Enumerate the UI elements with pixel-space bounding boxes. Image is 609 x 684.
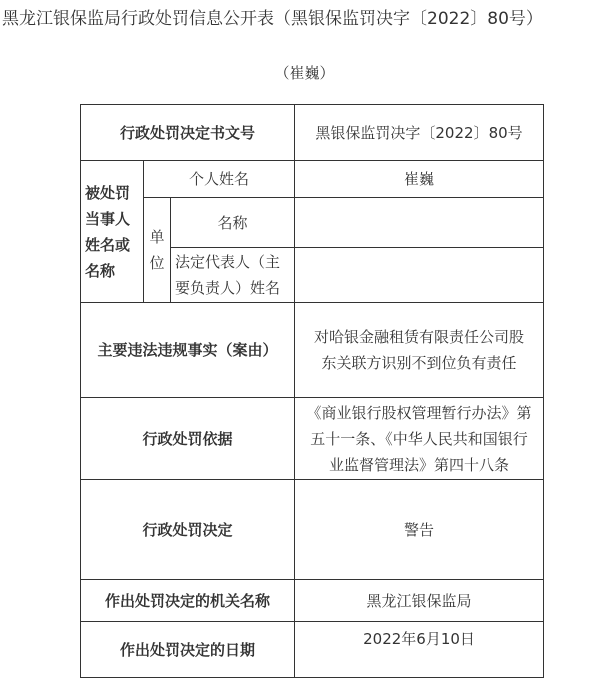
table-row — [81, 398, 544, 480]
table-row — [81, 105, 544, 161]
legal-rep-label: 法定代表人（主要负责人）姓名 — [171, 248, 295, 303]
doc-no-value: 黑银保监罚决字〔2022〕80号 — [295, 105, 544, 161]
page-title: 黑龙江银保监局行政处罚信息公开表（黑银保监罚决字〔2022〕80号） — [2, 9, 543, 29]
unit-label: 单位 — [144, 198, 171, 303]
table-row — [81, 622, 544, 678]
table-row — [81, 580, 544, 622]
table-row — [81, 303, 544, 398]
date-label: 作出处罚决定的日期 — [81, 622, 295, 678]
authority-label: 作出处罚决定的机关名称 — [81, 580, 295, 622]
unit-name-label: 名称 — [171, 198, 295, 248]
facts-label: 主要违法违规事实（案由） — [81, 303, 295, 398]
doc-no-label: 行政处罚决定书文号 — [81, 105, 295, 161]
basis-value: 《商业银行股权管理暂行办法》第五十一条、《中华人民共和国银行业监督管理法》第四十八条 — [295, 398, 544, 480]
penalty-info-table — [80, 104, 544, 678]
page-subtitle: （崔巍） — [274, 64, 335, 82]
legal-rep-value — [295, 248, 544, 303]
table-row — [81, 161, 544, 198]
individual-value: 崔巍 — [295, 161, 544, 198]
unit-name-value — [295, 198, 544, 248]
individual-label: 个人姓名 — [144, 161, 295, 198]
facts-value: 对哈银金融租赁有限责任公司股东关联方识别不到位负有责任 — [295, 303, 544, 398]
authority-value: 黑龙江银保监局 — [295, 580, 544, 622]
table-row — [81, 198, 544, 248]
basis-label: 行政处罚依据 — [81, 398, 295, 480]
date-value: 2022年6月10日 — [295, 622, 544, 678]
table-row — [81, 480, 544, 580]
party-label: 被处罚当事人姓名或名称 — [81, 161, 144, 303]
decision-value: 警告 — [295, 480, 544, 580]
decision-label: 行政处罚决定 — [81, 480, 295, 580]
